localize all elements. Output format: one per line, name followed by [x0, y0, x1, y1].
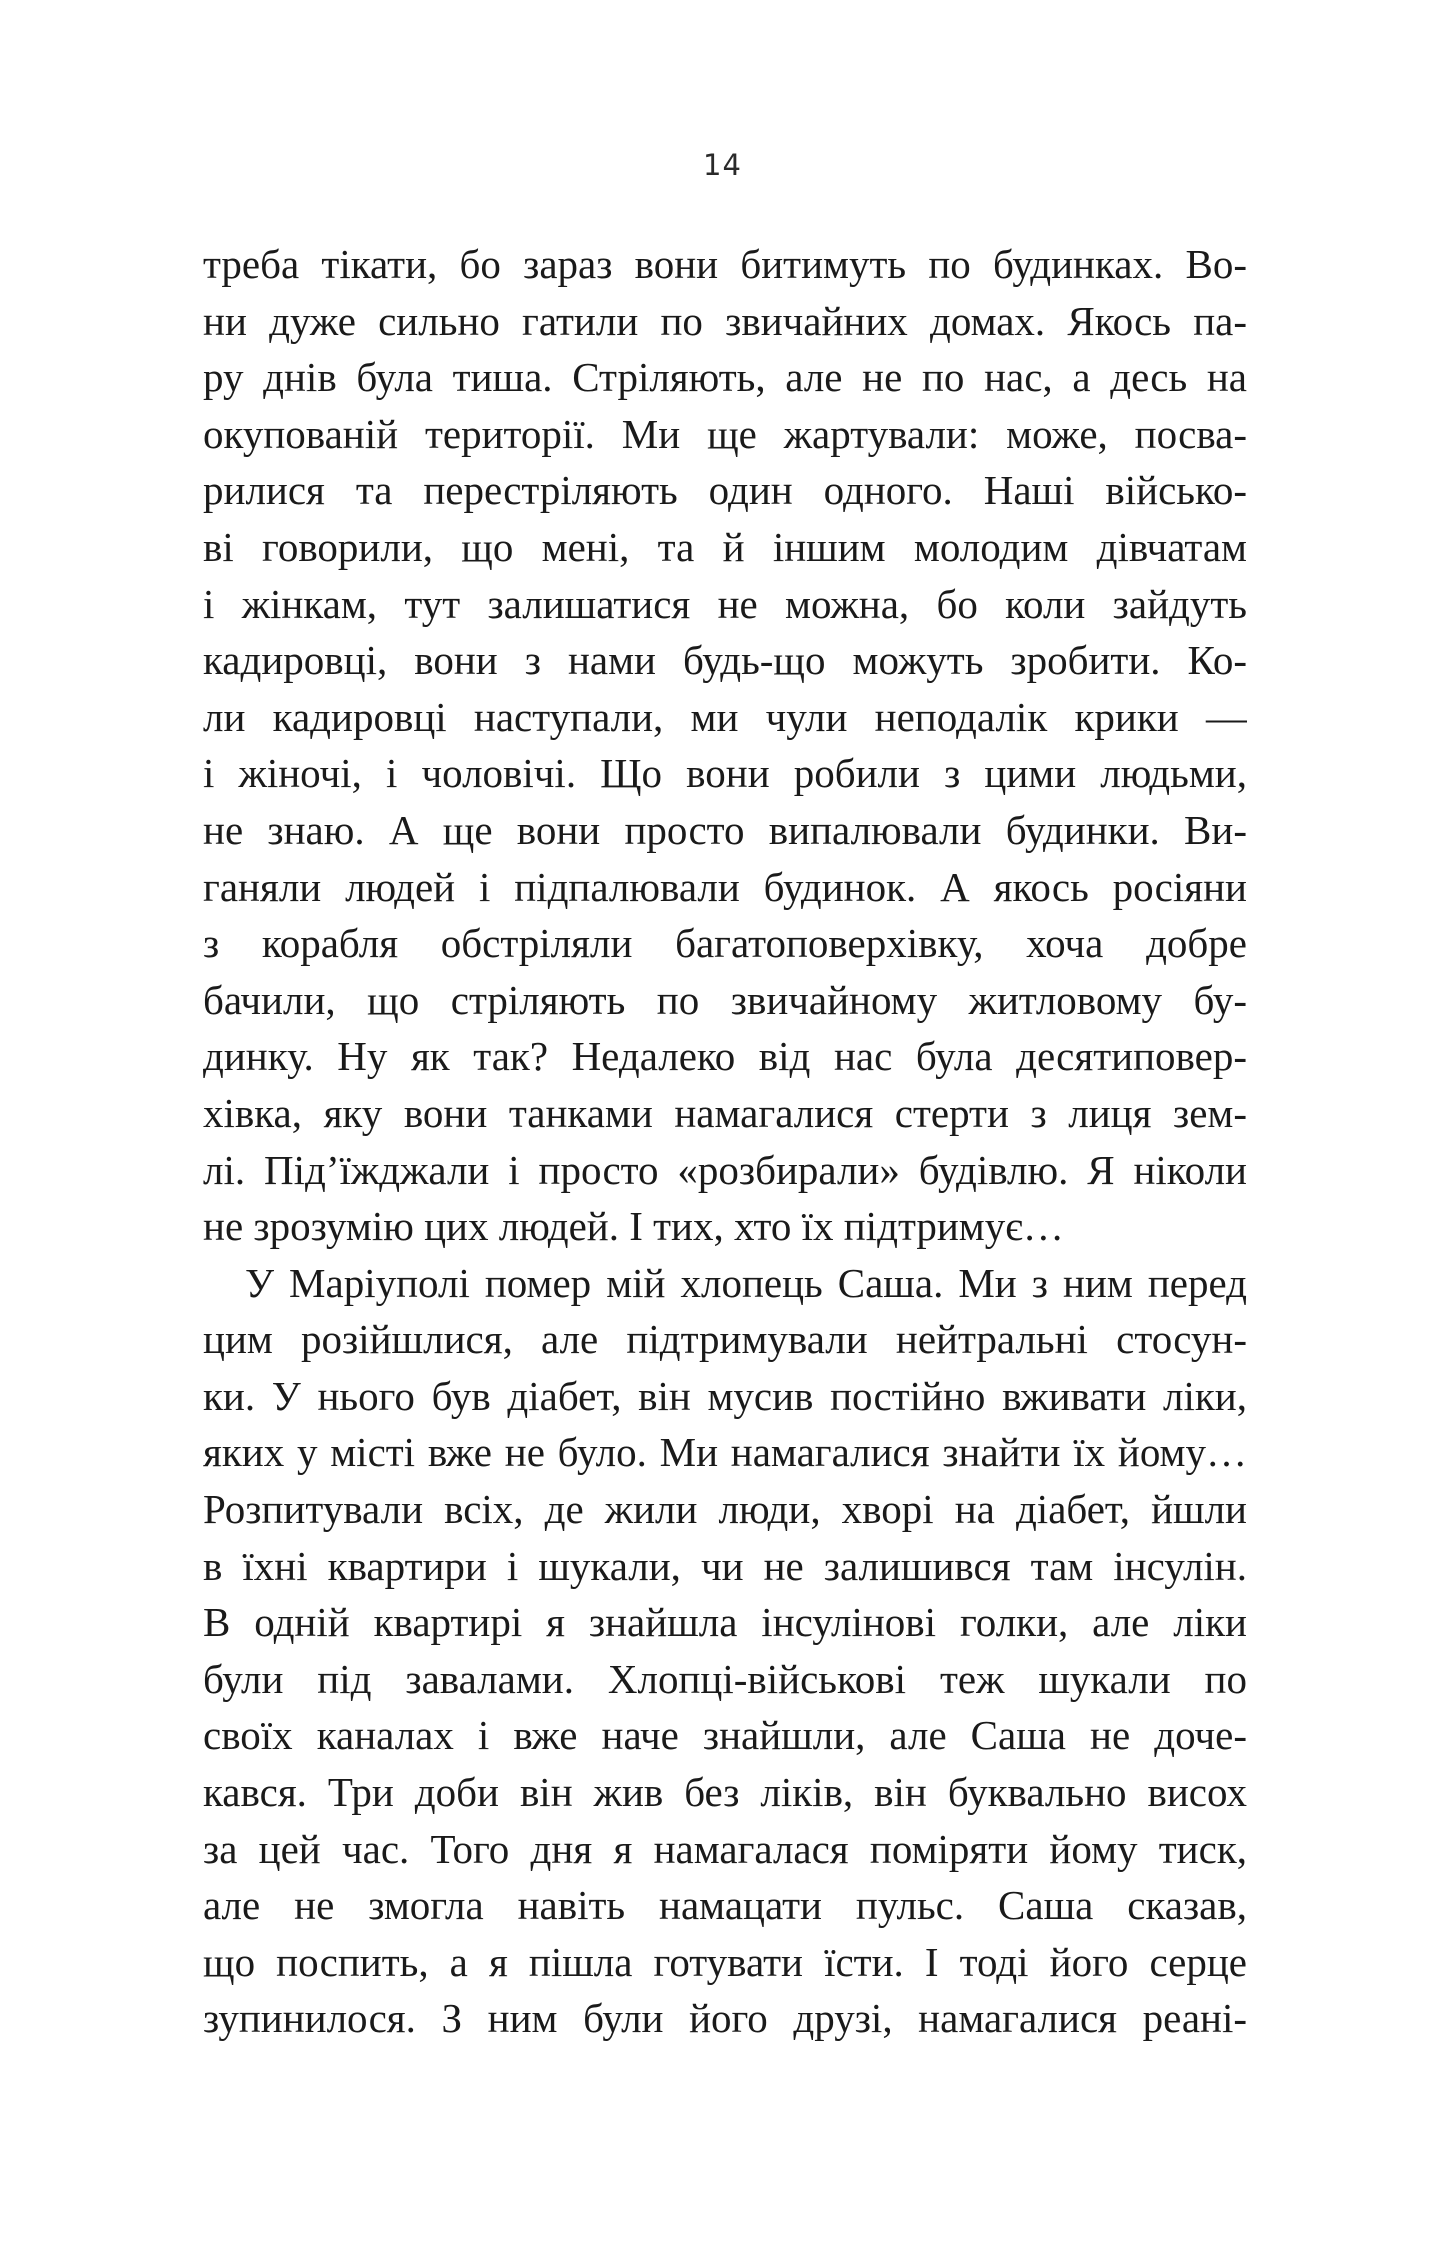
text-line: ни дуже сильно гатили по звичайних домах. Якось па- [203, 297, 1247, 344]
body-text [203, 236, 1247, 2047]
text-line: але не змогла навіть намацати пульс. Саша сказав, [203, 1882, 1247, 1929]
text-line: цим розійшлися, але підтримували нейтральні стосун- [203, 1316, 1247, 1363]
text-line: яких у місті вже не було. Ми намагалися знайти їх йому… [203, 1429, 1247, 1476]
text-line: і жіночі, і чоловічі. Що вони робили з цими людьми, [203, 750, 1247, 797]
text-line: кався. Три доби він жив без ліків, він буквально висох [203, 1769, 1247, 1816]
text-line: і жінкам, тут залишатися не можна, бо коли зайдуть [203, 580, 1247, 627]
text-line: ганяли людей і підпалювали будинок. А якось росіяни [203, 863, 1247, 910]
text-line: були під завалами. Хлопці-військові теж шукали по [203, 1655, 1247, 1702]
text-line: не знаю. А ще вони просто випалювали будинки. Ви- [203, 806, 1247, 853]
text-line: що поспить, а я пішла готувати їсти. І тоді його серце [203, 1938, 1247, 1985]
text-line: своїх каналах і вже наче знайшли, але Саша не доче- [203, 1712, 1247, 1759]
page-number: 14 [703, 148, 742, 182]
text-line: зупинилося. З ним були його друзі, намагалися реані- [203, 1995, 1247, 2042]
text-line: окупованій території. Ми ще жартували: може, посва- [203, 410, 1247, 457]
text-line: треба тікати, бо зараз вони битимуть по будинках. Во- [203, 241, 1247, 287]
text-line: за цей час. Того дня я намагалася поміряти йому тиск, [203, 1825, 1247, 1872]
text-line: Розпитували всіх, де жили люди, хворі на діабет, йшли [203, 1486, 1247, 1533]
text-line: ру днів була тиша. Стріляють, але не по нас, а десь на [203, 354, 1247, 401]
text-line: в їхні квартири і шукали, чи не залишився там інсулін. [203, 1542, 1247, 1589]
text-line: лі. Під’їжджали і просто «розбирали» будівлю. Я ніколи [203, 1146, 1247, 1193]
text-line: кадировці, вони з нами будь-що можуть зробити. Ко- [203, 637, 1247, 684]
text-line: ки. У нього був діабет, він мусив постійно вживати ліки, [203, 1372, 1247, 1419]
text-line: В одній квартирі я знайшла інсулінові голки, але ліки [203, 1599, 1247, 1646]
text-line: з корабля обстріляли багатоповерхівку, хоча добре [203, 920, 1247, 967]
text-line: У Маріуполі помер мій хлопець Саша. Ми з ним перед [245, 1259, 1247, 1306]
text-line: рилися та перестріляють один одного. Наші військо- [203, 467, 1247, 514]
text-line: хівка, яку вони танками намагалися стерти з лиця зем- [203, 1089, 1247, 1136]
text-line: динку. Ну як так? Недалеко від нас була десятиповер- [203, 1033, 1247, 1080]
text-line: ві говорили, що мені, та й іншим молодим дівчатам [203, 523, 1247, 570]
text-line: не зрозумію цих людей. І тих, хто їх підтримує… [203, 1203, 1064, 1250]
text-line: бачили, що стріляють по звичайному житловому бу- [203, 976, 1247, 1023]
text-line: ли кадировці наступали, ми чули неподалік крики — [203, 693, 1247, 740]
